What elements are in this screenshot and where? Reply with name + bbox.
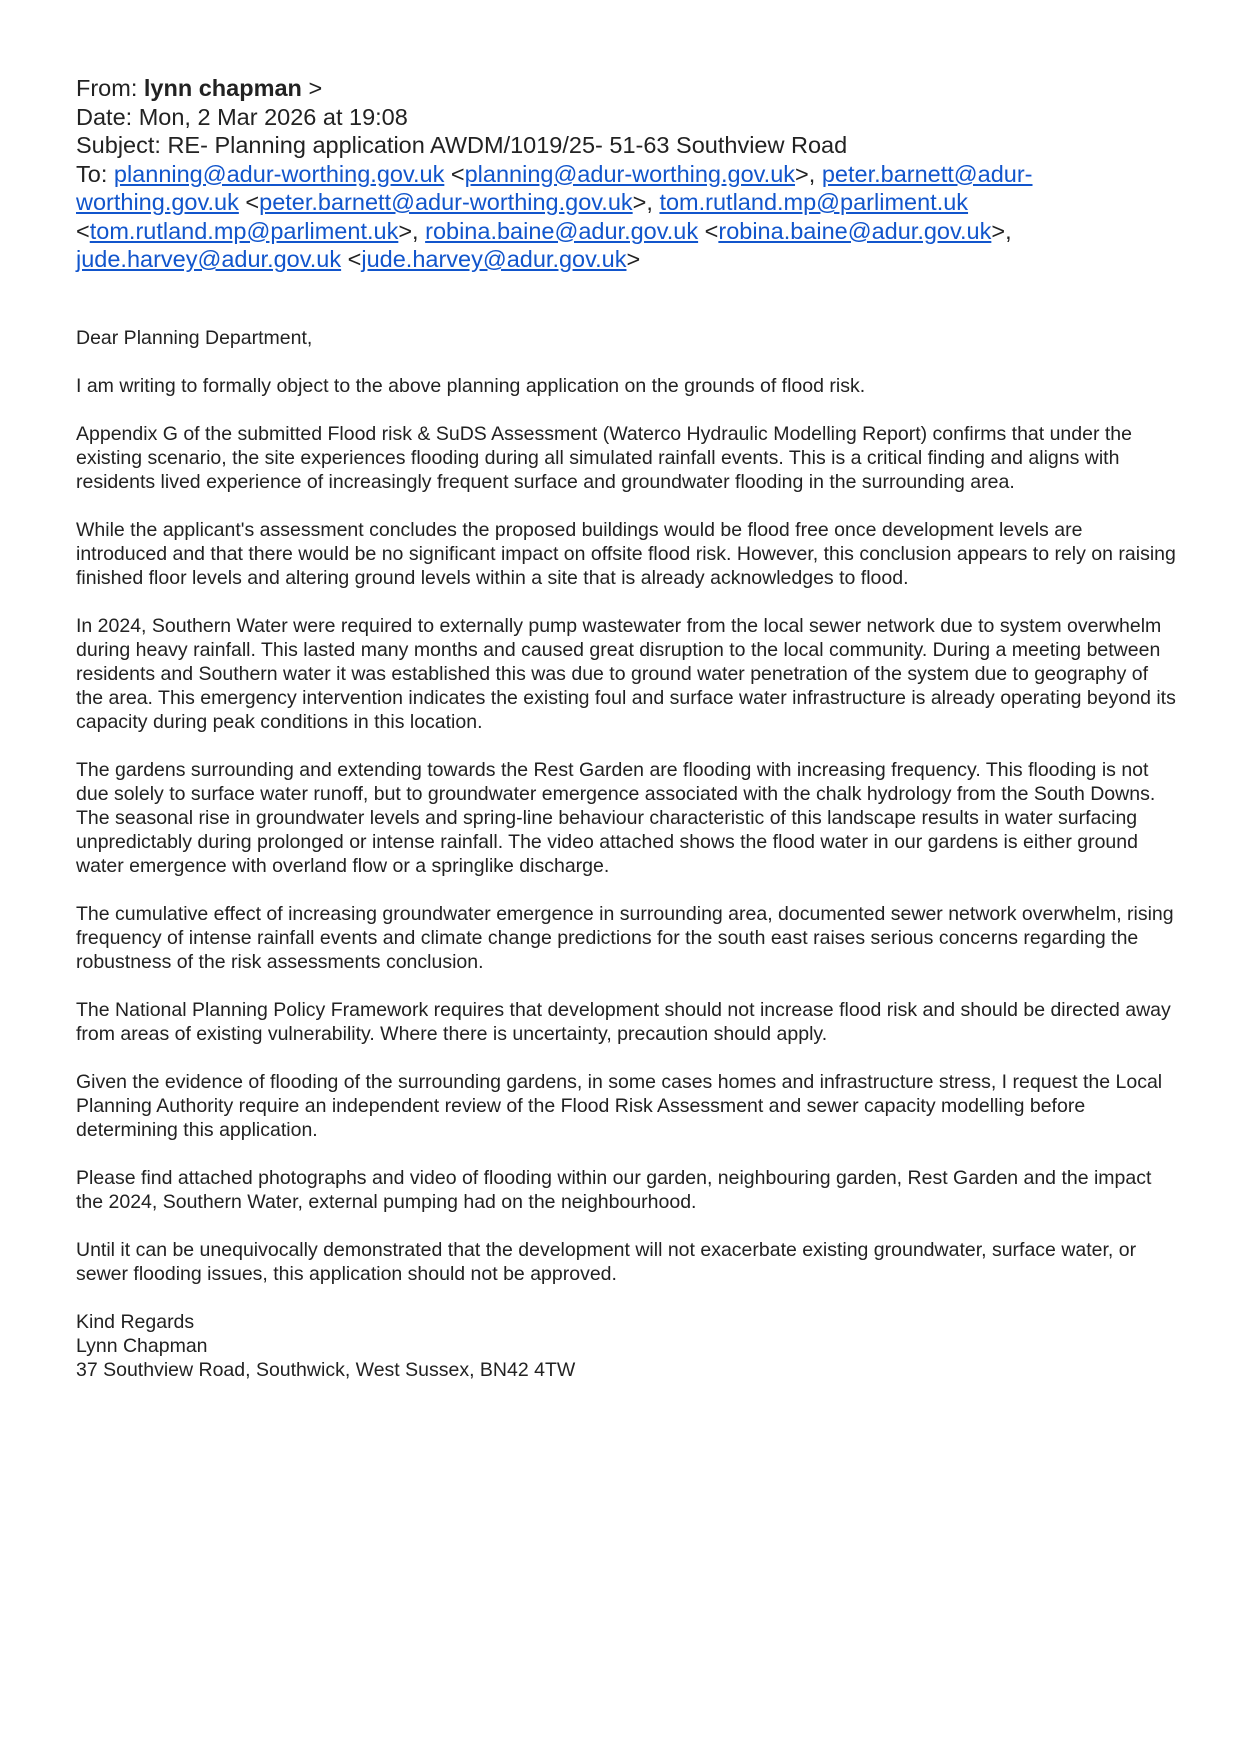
recipient-link[interactable]: planning@adur-worthing.gov.uk (113, 160, 445, 187)
recipient-link[interactable]: jude.harvey@adur.gov.uk (361, 246, 627, 272)
email-body (76, 326, 1176, 1382)
recipient-link[interactable]: tom.rutland.mp@parliment.uk (659, 189, 969, 215)
recipient-link[interactable]: peter.barnett@adur-worthing.gov.uk (76, 160, 1033, 215)
email-printout (76, 74, 1176, 1382)
subject-text: RE- Planning application AWDM/1019/25- 51-63 Southview Road (167, 132, 848, 158)
to-line: To: planning@adur-worthing.gov.uk <planning@adur-worthing.gov.uk>, peter.barnett@adur-worthing.gov.uk <peter.barnett@adur-worthing.gov.uk>, tom.rutland.mp@parliment.uk <tom.rutland.mp@parliment.uk>, robina.baine@adur.gov.uk <robina.baine@adur.gov.uk>, jude.harvey@adur.gov.uk <jude.harvey@adur.gov.uk> (76, 160, 1033, 272)
from-label: From: (76, 75, 138, 101)
date-label: Date: (76, 103, 133, 130)
date-line (76, 103, 1176, 132)
signer-address: 37 Southview Road, Southwick, West Sussex, BN42 4TW (76, 1358, 576, 1381)
greeting: Dear Planning Department, (76, 326, 313, 349)
subject-label: Subject: (76, 132, 161, 158)
body-paragraph: The cumulative effect of increasing groundwater emergence in surrounding area, documented sewer network overwhelm, rising frequency of intense rainfall events and climate change predictions for the south east raises serious concerns regarding the robustness of the risk assessments conclusion. (76, 902, 1174, 973)
recipient-link[interactable]: peter.barnett@adur-worthing.gov.uk (259, 189, 633, 215)
recipient-link[interactable]: robina.baine@adur.gov.uk (718, 217, 992, 244)
recipient-link[interactable]: planning@adur-worthing.gov.uk (464, 160, 796, 187)
signature-block (76, 1310, 1176, 1382)
body-paragraph: I am writing to formally object to the above planning application on the grounds of flood risk. (76, 374, 866, 397)
body-paragraph: Given the evidence of flooding of the surrounding gardens, in some cases homes and infrastructure stress, I request the Local Planning Authority require an independent review of the Flood Risk Assessment and sewer capacity modelling before determining this application. (76, 1070, 1163, 1141)
signer-name: Lynn Chapman (76, 1334, 208, 1357)
from-suffix: > (308, 75, 323, 101)
body-paragraph: In 2024, Southern Water were required to externally pump wastewater from the local sewer network due to system overwhelm during heavy rainfall. This lasted many months and caused great disruption to the local community. During a meeting between residents and Southern water it was established this was due to ground water penetration of the system due to geography of the area. This emergency intervention indicates the existing foul and surface water infrastructure is already operating beyond its capacity during peak conditions in this location. (76, 614, 1176, 733)
body-paragraph: Please find attached photographs and video of flooding within our garden, neighbouring garden, Rest Garden and the impact the 2024, Southern Water, external pumping had on the neighbourhood. (76, 1166, 1152, 1213)
body-paragraph: The gardens surrounding and extending towards the Rest Garden are flooding with increasing frequency. This flooding is not due solely to surface water runoff, but to groundwater emergence associated with the chalk hydrology from the South Downs. The seasonal rise in groundwater levels and spring-line behaviour characteristic of this landscape results in water surfacing unpredictably during prolonged or intense rainfall. The video attached shows the flood water in our gardens is either ground water emergence with overland flow or a springlike discharge. (76, 758, 1156, 877)
body-paragraph: While the applicant's assessment concludes the proposed buildings would be flood free once development levels are introduced and that there would be no significant impact on offsite flood risk. However, this conclusion appears to rely on raising finished floor levels and altering ground levels within a site that is already acknowledges to flood. (76, 518, 1176, 589)
body-paragraph: Until it can be unequivocally demonstrated that the development will not exacerbate existing groundwater, surface water, or sewer flooding issues, this application should not be approved. (76, 1238, 1137, 1285)
recipient-link[interactable]: tom.rutland.mp@parliment.uk (89, 217, 399, 244)
to-label: To: (76, 160, 108, 187)
body-paragraph: The National Planning Policy Framework requires that development should not increase flood risk and should be directed away from areas of existing vulnerability. Where there is uncertainty, precaution should apply. (76, 998, 1171, 1045)
email-header (76, 74, 1176, 274)
sent-date: Mon, 2 Mar 2026 at 19:08 (138, 103, 408, 130)
recipient-link[interactable]: robina.baine@adur.gov.uk (425, 217, 699, 244)
closing: Kind Regards (76, 1310, 195, 1333)
recipient-link[interactable]: jude.harvey@adur.gov.uk (76, 246, 342, 272)
sender-name: lynn chapman (143, 75, 302, 101)
subject-line (76, 131, 1176, 160)
from-line (76, 74, 1176, 103)
body-paragraph: Appendix G of the submitted Flood risk & SuDS Assessment (Waterco Hydraulic Modelling Report) confirms that under the existing scenario, the site experiences flooding during all simulated rainfall events. This is a critical finding and aligns with residents lived experience of increasingly frequent surface and groundwater flooding in the surrounding area. (76, 422, 1132, 493)
